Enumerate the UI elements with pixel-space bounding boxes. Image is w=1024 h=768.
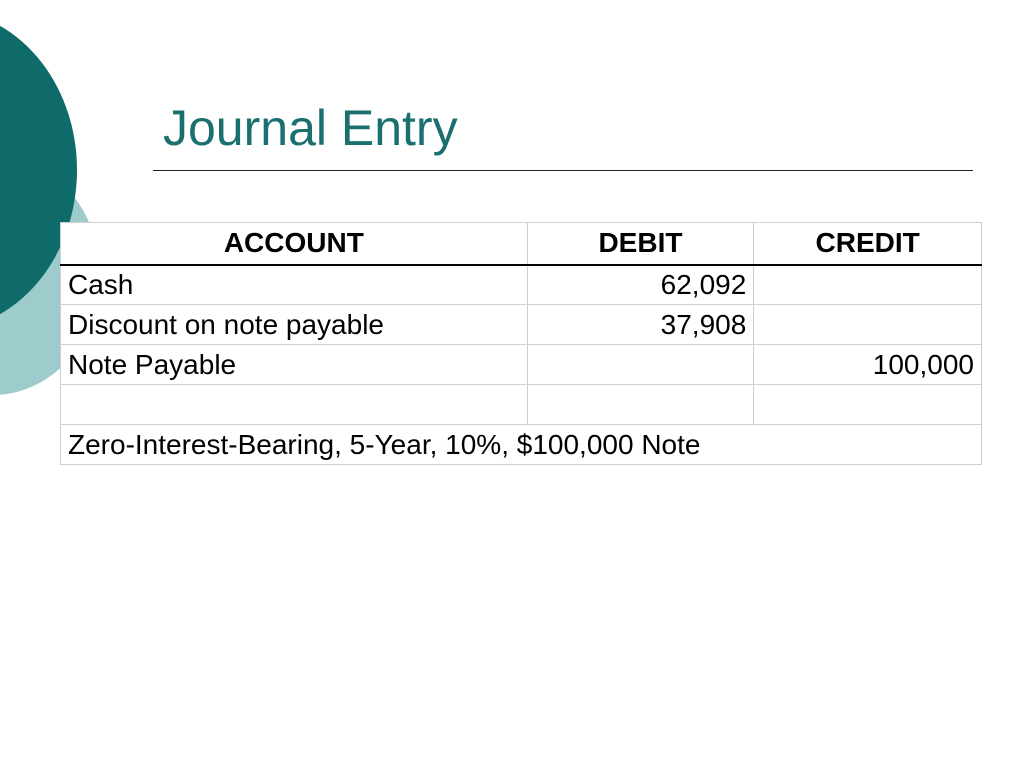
account-cell: Discount on note payable <box>61 305 528 345</box>
table-row <box>61 345 982 385</box>
debit-cell <box>527 345 754 385</box>
account-cell: Note Payable <box>61 345 528 385</box>
table-row <box>61 265 982 305</box>
account-cell: Cash <box>61 265 528 305</box>
account-cell <box>61 385 528 425</box>
page-title: Journal Entry <box>163 100 458 156</box>
table-note-row <box>61 425 982 465</box>
title-divider <box>153 170 973 171</box>
credit-cell <box>754 385 982 425</box>
credit-cell <box>754 265 982 305</box>
journal-entry-table <box>60 222 982 465</box>
debit-cell: 37,908 <box>527 305 754 345</box>
note-cell: Zero-Interest-Bearing, 5-Year, 10%, $100,000 Note <box>61 425 982 465</box>
header-credit: CREDIT <box>754 223 982 265</box>
table-row <box>61 385 982 425</box>
header-debit: DEBIT <box>527 223 754 265</box>
header-account: ACCOUNT <box>61 223 528 265</box>
table-row <box>61 305 982 345</box>
debit-cell: 62,092 <box>527 265 754 305</box>
credit-cell <box>754 305 982 345</box>
table-header-row <box>61 223 982 265</box>
debit-cell <box>527 385 754 425</box>
credit-cell: 100,000 <box>754 345 982 385</box>
